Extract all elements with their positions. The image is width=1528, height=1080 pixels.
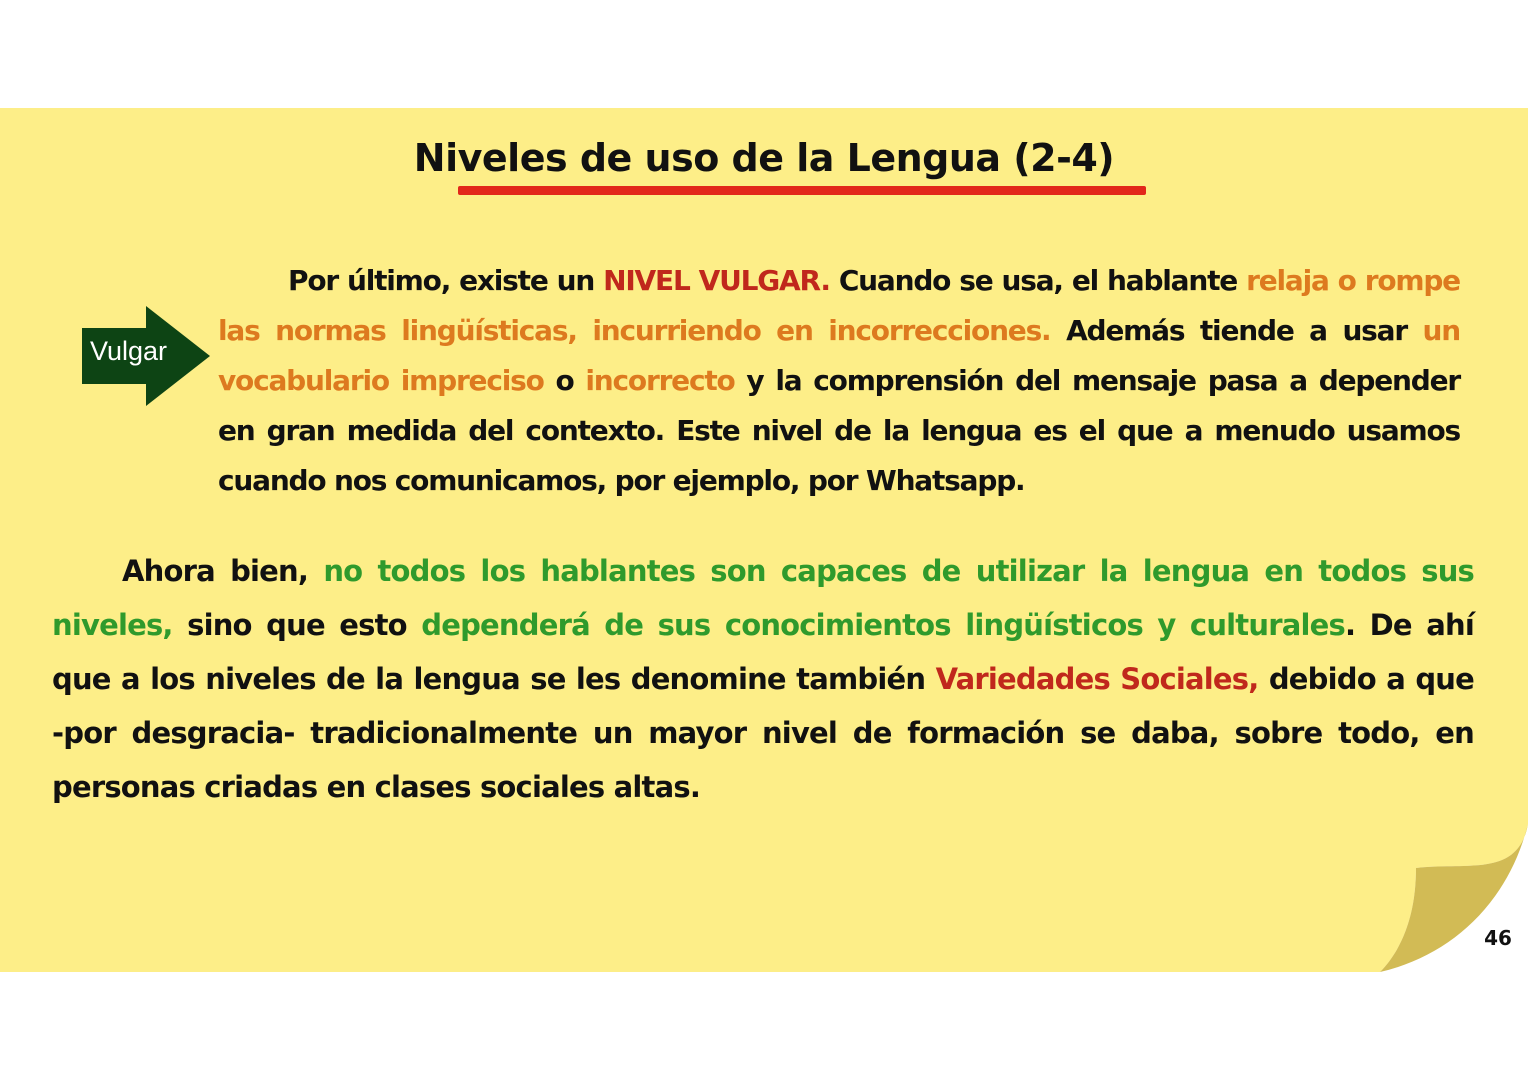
paragraph-vulgar-level	[218, 256, 1460, 506]
p2-text-4: debido a que -por desgracia- tradicionalmente un mayor nivel de formación se daba, sobre todo, en personas criadas en clases sociales altas.	[52, 662, 1474, 804]
p2-highlight-no-todos: no todos los hablantes son capaces de utilizar la lengua en todos sus niveles,	[52, 554, 1474, 642]
slide	[0, 108, 1528, 972]
paragraph-social-varieties	[52, 544, 1474, 814]
page-title: Niveles de uso de la Lengua (2-4)	[413, 136, 1115, 180]
p1-highlight-vocabulario: un vocabulario impreciso	[218, 314, 1460, 397]
p2-text-2: sino que esto	[172, 608, 422, 642]
p1-text-5: y la comprensión del mensaje pasa a depender en gran medida del contexto. Este nivel de la lengua es el que a menudo usamos cuando nos comunicamos, por ejemplo, por Whatsapp.	[218, 364, 1461, 497]
p2-highlight-dependera: dependerá de sus conocimientos lingüísticos y culturales	[421, 608, 1345, 642]
p1-text-2: Cuando se usa, el hablante	[829, 264, 1247, 297]
p1-text-4: o	[543, 364, 586, 397]
vulgar-arrow	[82, 306, 212, 406]
p2-text-1: Ahora bien,	[122, 554, 324, 588]
p1-highlight-incorrecto: incorrecto	[585, 364, 735, 397]
title-underline	[458, 186, 1146, 195]
p1-text-3: Además tiende a usar	[1050, 314, 1423, 347]
p2-text-3: . De ahí que a los niveles de la lengua se les denomine también	[52, 608, 1474, 696]
p1-highlight-nivel-vulgar: NIVEL VULGAR.	[603, 264, 830, 297]
p1-highlight-normas: relaja o rompe las normas lingüísticas, incurriendo en incorrecciones.	[218, 264, 1460, 347]
p2-highlight-variedades-sociales: Variedades Sociales,	[935, 662, 1259, 696]
page-number: 46	[1484, 926, 1512, 950]
p1-text-1: Por último, existe un	[288, 264, 604, 297]
arrow-label: Vulgar	[90, 336, 168, 366]
